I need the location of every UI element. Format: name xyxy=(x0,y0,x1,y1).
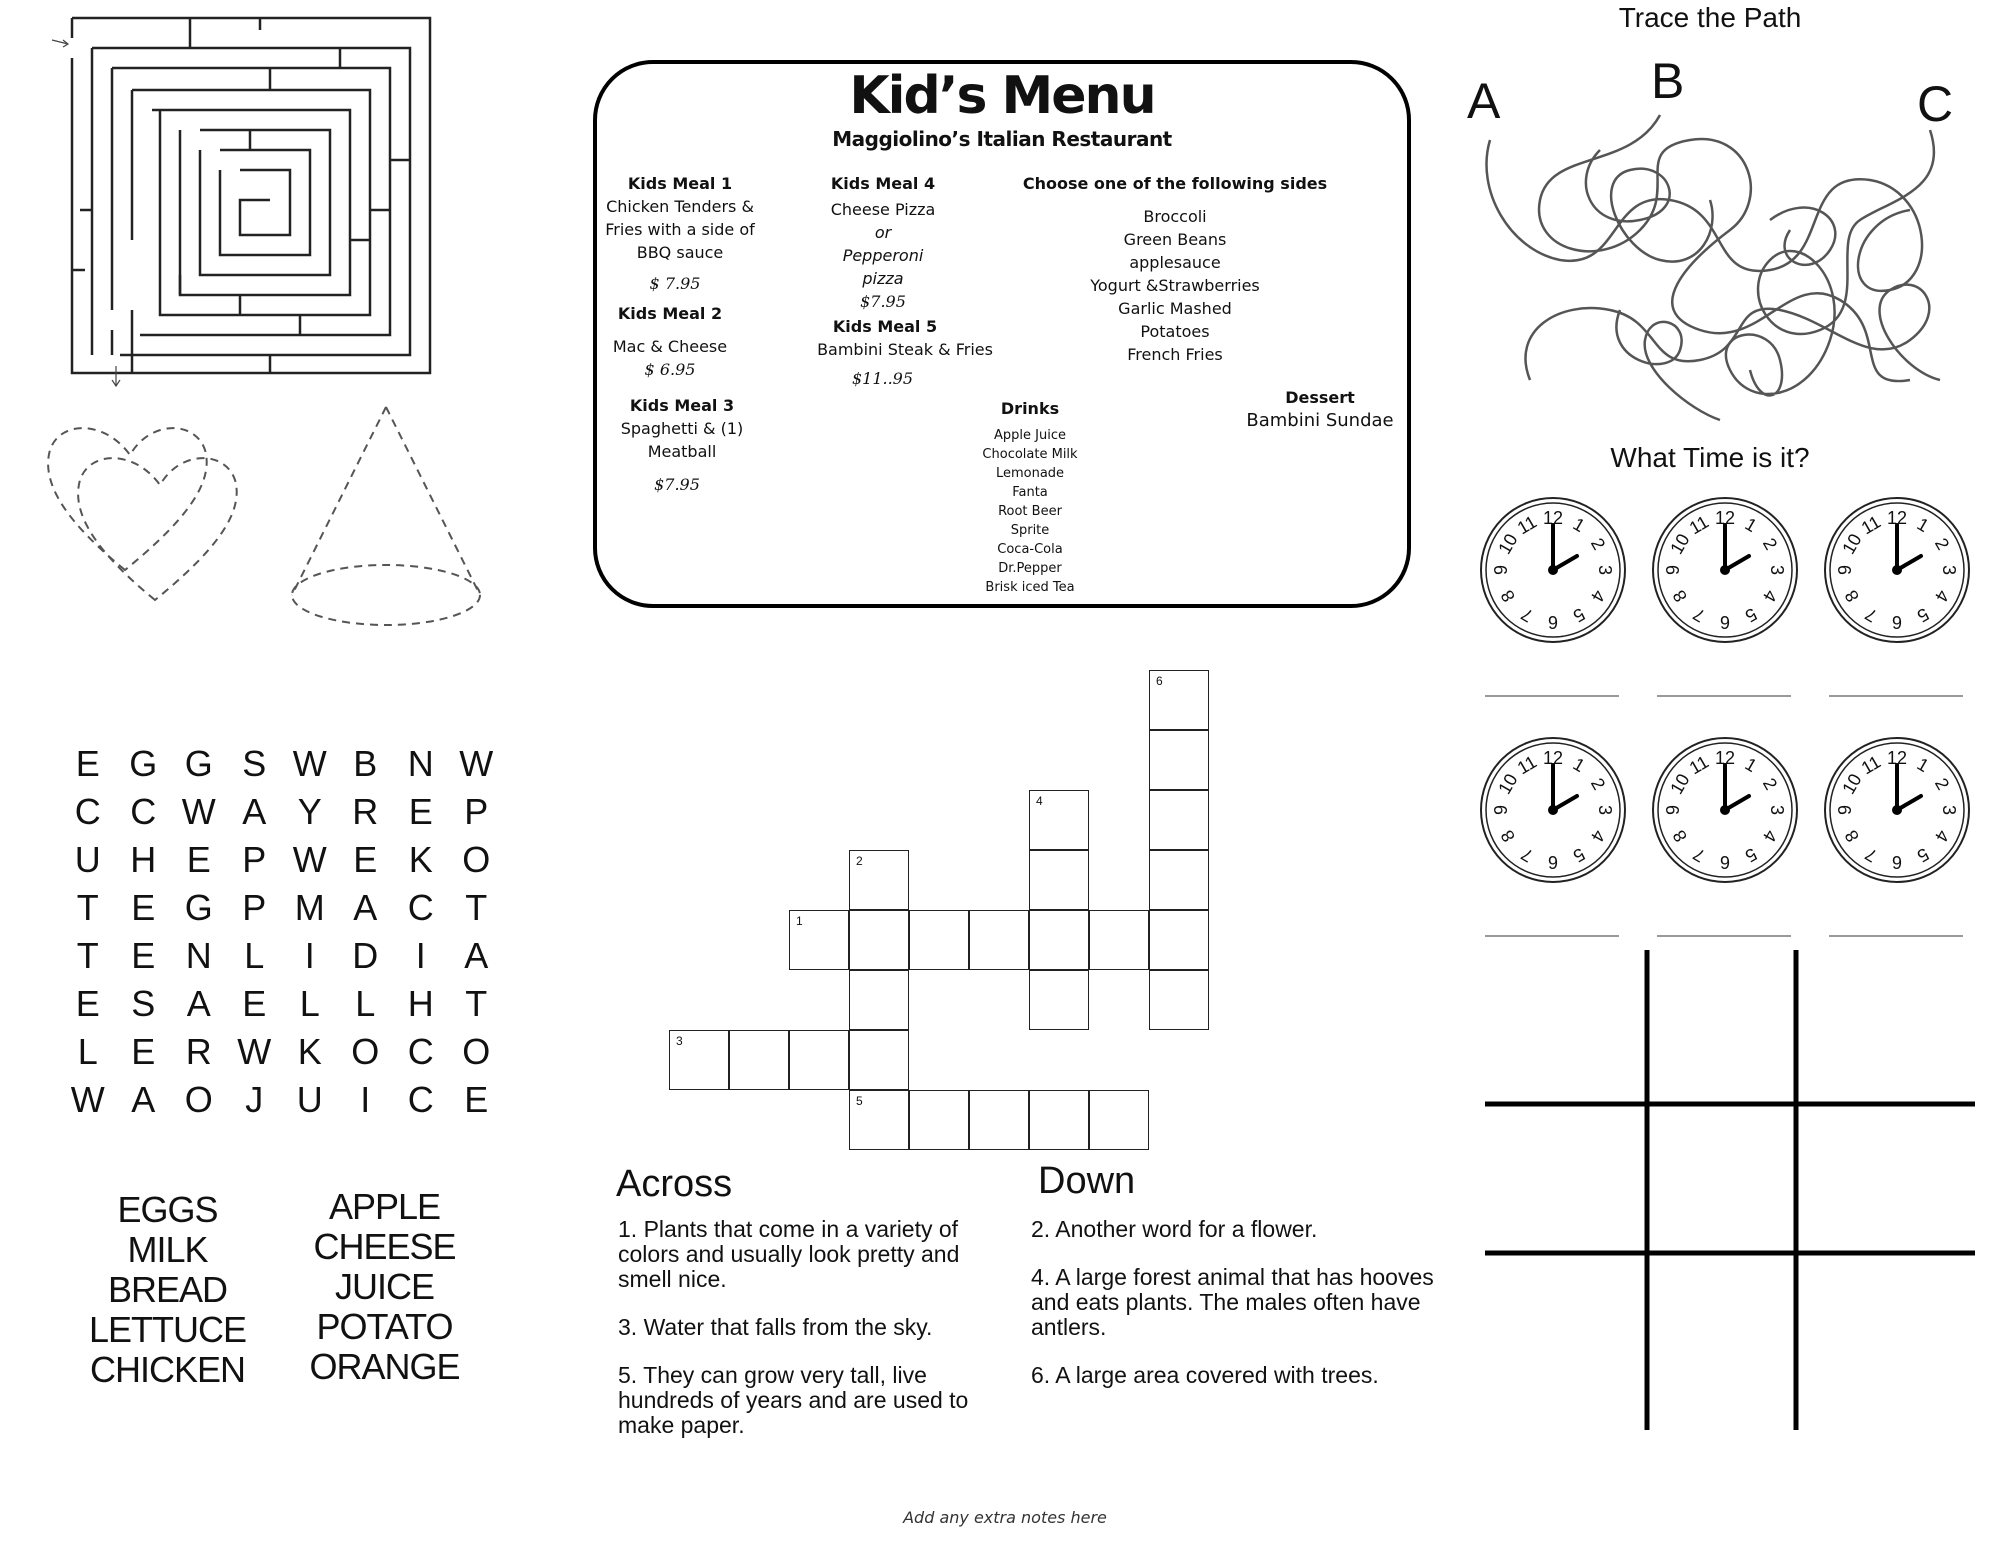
word-search-letter[interactable]: W xyxy=(70,1079,105,1120)
drink-item: Sprite xyxy=(1010,523,1050,538)
clock-face xyxy=(1650,495,1800,645)
drink-item: Coca-Cola xyxy=(997,542,1063,557)
word-search-letter[interactable]: E xyxy=(353,839,378,880)
clock-center xyxy=(1892,565,1902,575)
word-search-letter[interactable]: I xyxy=(304,935,315,976)
clock-numeral: 10 xyxy=(1494,530,1522,558)
sides xyxy=(1010,172,1340,366)
clue-number: 2 xyxy=(856,854,863,868)
clock-numeral: 3 xyxy=(1767,804,1787,816)
clock-numeral: 9 xyxy=(1663,564,1683,576)
clock-numeral: 12 xyxy=(1714,508,1736,528)
crossword-cell[interactable] xyxy=(969,910,1029,970)
crossword-cell[interactable] xyxy=(849,1030,909,1090)
clock-numeral: 12 xyxy=(1714,748,1736,768)
clock-numeral: 8 xyxy=(1840,826,1864,846)
clock-numeral: 3 xyxy=(1767,564,1787,576)
word-search-row xyxy=(60,740,504,788)
crossword-cell[interactable] xyxy=(1149,790,1209,850)
answer-line[interactable] xyxy=(1829,935,1963,937)
word-search-letter[interactable]: O xyxy=(184,1079,213,1120)
word-search-letter[interactable]: W xyxy=(181,791,216,832)
crossword-cell[interactable] xyxy=(1149,910,1209,970)
crossword-cell[interactable] xyxy=(669,1030,729,1090)
word-search-letter[interactable]: S xyxy=(242,743,267,784)
tangled-paths[interactable] xyxy=(1470,110,1960,430)
crossword-cell[interactable] xyxy=(729,1030,789,1090)
word-search-letter[interactable]: W xyxy=(459,743,494,784)
crossword-cell[interactable] xyxy=(909,910,969,970)
word-list-item: POTATO xyxy=(316,1306,453,1347)
crossword-cell[interactable] xyxy=(1029,1090,1089,1150)
clock-numeral: 7 xyxy=(1517,843,1537,867)
clock-numeral: 10 xyxy=(1494,770,1522,798)
answer-line[interactable] xyxy=(1657,935,1791,937)
word-list-item: APPLE xyxy=(328,1186,441,1227)
clock-numeral: 9 xyxy=(1835,804,1855,816)
word-search-letter[interactable]: A xyxy=(186,983,211,1024)
crossword-cell[interactable] xyxy=(789,910,849,970)
word-search-letter[interactable]: A xyxy=(242,791,267,832)
word-search-letter[interactable]: E xyxy=(464,1079,489,1120)
word-search-letter[interactable]: N xyxy=(407,743,434,784)
word-list-item: JUICE xyxy=(334,1266,434,1307)
crossword-cell[interactable] xyxy=(1149,670,1209,730)
side-item: French Fries xyxy=(1127,345,1223,364)
clock-numeral: 10 xyxy=(1838,530,1866,558)
meal-5 xyxy=(805,315,1005,390)
clock-numeral: 11 xyxy=(1685,511,1713,539)
clock-face xyxy=(1822,735,1972,885)
clue-number: 6 xyxy=(1156,674,1163,688)
drink-item: Fanta xyxy=(1012,485,1048,500)
meal-3-name: Kids Meal 3 xyxy=(629,396,735,415)
meal-4 xyxy=(793,172,973,313)
crossword-cell[interactable] xyxy=(849,970,909,1030)
meal-2-desc: Mac & Cheese xyxy=(612,337,728,356)
word-search-letter[interactable]: C xyxy=(407,887,434,928)
meal-4-price: $7.95 xyxy=(860,292,906,311)
clock-numeral: 12 xyxy=(1886,508,1908,528)
clue-number: 4 xyxy=(1036,794,1043,808)
clock-numeral: 8 xyxy=(1668,826,1692,846)
word-search-letter[interactable]: M xyxy=(294,887,325,928)
dessert-heading: Dessert xyxy=(1285,388,1355,407)
down-heading: Down xyxy=(1038,1160,1136,1202)
word-search-letter[interactable]: L xyxy=(299,983,320,1024)
clock-numeral: 3 xyxy=(1939,804,1959,816)
word-search-letter[interactable]: G xyxy=(184,887,213,928)
clock-numeral: 1 xyxy=(1741,753,1761,777)
clock-numeral: 1 xyxy=(1569,753,1589,777)
meal-5-name: Kids Meal 5 xyxy=(832,317,938,336)
clock-numeral: 12 xyxy=(1542,748,1564,768)
word-search-letter[interactable]: E xyxy=(242,983,267,1024)
crossword-cell[interactable] xyxy=(1029,850,1089,910)
word-list-item: CHICKEN xyxy=(89,1349,246,1390)
clue-number: 3 xyxy=(676,1034,683,1048)
clock-numeral: 3 xyxy=(1595,564,1615,576)
meal-1-line: Chicken Tenders & xyxy=(606,197,754,216)
down-clue: 2. Another word for a flower. xyxy=(1031,1216,1318,1242)
across-clue: 1. Plants that come in a variety of colors and usually look pretty and smell nice. xyxy=(618,1216,960,1292)
crossword-cell[interactable] xyxy=(789,1030,849,1090)
clock-numeral: 7 xyxy=(1689,603,1709,627)
word-search-row xyxy=(60,1028,504,1076)
word-search-letter[interactable]: U xyxy=(74,839,101,880)
word-search-letter[interactable]: E xyxy=(186,839,211,880)
clock-numeral: 7 xyxy=(1861,843,1881,867)
drink-item: Root Beer xyxy=(998,504,1062,519)
word-search-letter[interactable]: I xyxy=(415,935,426,976)
clock-face xyxy=(1650,735,1800,885)
across-clue: 3. Water that falls from the sky. xyxy=(618,1314,933,1340)
word-search-letter[interactable]: J xyxy=(245,1079,264,1120)
crossword-cell[interactable] xyxy=(969,1090,1029,1150)
word-search-row xyxy=(60,980,504,1028)
side-item: Potatoes xyxy=(1140,322,1210,341)
word-search-letter[interactable]: L xyxy=(355,983,376,1024)
clock-numeral: 3 xyxy=(1595,804,1615,816)
word-search-letter[interactable]: E xyxy=(131,1031,156,1072)
word-search-letter[interactable]: P xyxy=(464,791,489,832)
word-search-letter[interactable]: D xyxy=(352,935,379,976)
clock-numeral: 6 xyxy=(1719,612,1731,632)
side-item: Green Beans xyxy=(1123,230,1227,249)
drink-item: Dr.Pepper xyxy=(998,561,1062,576)
word-search-letter[interactable]: E xyxy=(131,935,156,976)
word-search-letter[interactable]: R xyxy=(352,791,379,832)
word-search-letter[interactable]: C xyxy=(130,791,157,832)
clock-numeral: 4 xyxy=(1758,826,1782,846)
clock-numeral: 6 xyxy=(1891,852,1903,872)
answer-line[interactable] xyxy=(1485,695,1619,697)
clock-numeral: 10 xyxy=(1666,770,1694,798)
meal-4-name: Kids Meal 4 xyxy=(830,174,936,193)
clue-number: 1 xyxy=(796,914,803,928)
drink-item: Lemonade xyxy=(995,466,1065,481)
word-search-letter[interactable]: K xyxy=(408,839,433,880)
meal-2-price: $ 6.95 xyxy=(644,360,696,379)
drink-item: Chocolate Milk xyxy=(982,447,1078,462)
clock-numeral: 6 xyxy=(1547,852,1559,872)
meal-3-line: Spaghetti & (1) xyxy=(620,419,744,438)
crossword-cell[interactable] xyxy=(849,850,909,910)
word-search-letter[interactable]: H xyxy=(407,983,434,1024)
clock-numeral: 7 xyxy=(1861,603,1881,627)
clock-numeral: 5 xyxy=(1569,843,1589,867)
clock-numeral: 9 xyxy=(1663,804,1683,816)
clock-numeral: 5 xyxy=(1913,603,1933,627)
dessert-item: Bambini Sundae xyxy=(1246,410,1394,431)
clock-center xyxy=(1892,805,1902,815)
sides-heading: Choose one of the following sides xyxy=(1022,174,1328,193)
word-list-left xyxy=(70,1190,265,1390)
word-search-letter[interactable]: E xyxy=(75,743,100,784)
meal-3 xyxy=(592,394,772,496)
across-heading: Across xyxy=(616,1163,733,1205)
side-item: Broccoli xyxy=(1143,207,1207,226)
crossword-cell[interactable] xyxy=(1089,910,1149,970)
word-search-row xyxy=(60,1076,504,1124)
clock-numeral: 5 xyxy=(1569,603,1589,627)
clock-numeral: 4 xyxy=(1758,586,1782,606)
menu-title: Kid’s Menu xyxy=(849,66,1155,126)
meal-3-price: $7.95 xyxy=(654,475,700,494)
clock-numeral: 1 xyxy=(1913,513,1933,537)
drink-item: Brisk iced Tea xyxy=(985,580,1075,595)
meal-1-line: Fries with a side of xyxy=(605,220,755,239)
clock-numeral: 5 xyxy=(1741,603,1761,627)
dessert xyxy=(1235,386,1405,432)
word-search-letter[interactable]: T xyxy=(76,935,99,976)
word-search-letter[interactable]: U xyxy=(296,1079,323,1120)
word-search-letter[interactable]: O xyxy=(462,1031,491,1072)
clock-numeral: 4 xyxy=(1930,586,1954,606)
clocks-title: What Time is it? xyxy=(1610,442,1810,473)
tic-tac-toe-board[interactable] xyxy=(1480,945,1980,1435)
clock-numeral: 2 xyxy=(1586,534,1610,554)
crossword-cell[interactable] xyxy=(1149,970,1209,1030)
clock-numeral: 12 xyxy=(1542,508,1564,528)
word-search-row xyxy=(60,836,504,884)
word-search-letter[interactable]: T xyxy=(465,983,488,1024)
word-search-row xyxy=(60,932,504,980)
meal-1-price: $ 7.95 xyxy=(649,274,701,293)
word-search-letter[interactable]: E xyxy=(408,791,433,832)
word-search-letter[interactable]: A xyxy=(464,935,489,976)
clock-face xyxy=(1478,495,1628,645)
crossword-cell[interactable] xyxy=(1149,850,1209,910)
clock-numeral: 4 xyxy=(1586,586,1610,606)
meal-5-desc: Bambini Steak & Fries xyxy=(817,340,993,359)
side-item: Yogurt &Strawberries xyxy=(1090,276,1260,295)
across-clue: 5. They can grow very tall, live hundreds of years and are used to make paper. xyxy=(618,1362,969,1438)
clock-numeral: 2 xyxy=(1758,774,1782,794)
clock-numeral: 11 xyxy=(1685,751,1713,779)
word-search-letter[interactable]: E xyxy=(75,983,100,1024)
word-search-letter[interactable]: B xyxy=(353,743,378,784)
clue-number: 5 xyxy=(856,1094,863,1108)
word-search-letter[interactable]: T xyxy=(76,887,99,928)
drinks xyxy=(950,397,1110,597)
side-item: Garlic Mashed xyxy=(1118,299,1232,318)
word-list-item: ORANGE xyxy=(309,1346,460,1387)
meal-3-line: Meatball xyxy=(647,442,717,461)
clock-numeral: 5 xyxy=(1913,843,1933,867)
word-list-item: LETTUCE xyxy=(88,1309,247,1350)
drink-item: Apple Juice xyxy=(994,428,1066,443)
trace-label-c: C xyxy=(1917,76,1954,132)
crossword-cell[interactable] xyxy=(1089,1090,1149,1150)
word-search-grid[interactable] xyxy=(60,740,504,1124)
clock-numeral: 4 xyxy=(1930,826,1954,846)
word-search-letter[interactable]: W xyxy=(237,1031,272,1072)
clock-numeral: 7 xyxy=(1689,843,1709,867)
word-search-letter[interactable]: P xyxy=(242,887,267,928)
dashed-heart-cone[interactable] xyxy=(30,395,500,635)
word-search-letter[interactable]: P xyxy=(242,839,267,880)
clock-numeral: 1 xyxy=(1741,513,1761,537)
word-search-letter[interactable]: E xyxy=(131,887,156,928)
clock-center xyxy=(1720,565,1730,575)
clock-numeral: 7 xyxy=(1517,603,1537,627)
word-search-letter[interactable]: L xyxy=(77,1031,98,1072)
word-search-letter[interactable]: R xyxy=(185,1031,212,1072)
maze[interactable] xyxy=(40,10,440,390)
word-search-letter[interactable]: C xyxy=(74,791,101,832)
clock-numeral: 11 xyxy=(1857,751,1885,779)
word-search-letter[interactable]: G xyxy=(129,743,158,784)
word-search-letter[interactable]: N xyxy=(185,935,212,976)
clock-numeral: 9 xyxy=(1835,564,1855,576)
meal-1-line: BBQ sauce xyxy=(636,243,724,262)
meal-1 xyxy=(590,172,770,295)
clock-numeral: 9 xyxy=(1491,564,1511,576)
word-search-letter[interactable]: S xyxy=(131,983,156,1024)
word-search-letter[interactable]: W xyxy=(292,839,327,880)
word-search-letter[interactable]: T xyxy=(465,887,488,928)
meal-2 xyxy=(580,302,760,381)
clock-numeral: 8 xyxy=(1496,826,1520,846)
clock-face xyxy=(1822,495,1972,645)
across-clues xyxy=(618,1217,988,1461)
word-list-item: CHEESE xyxy=(313,1226,456,1267)
word-search-letter[interactable]: H xyxy=(130,839,157,880)
clock-numeral: 11 xyxy=(1857,511,1885,539)
clock-numeral: 9 xyxy=(1491,804,1511,816)
clock-numeral: 6 xyxy=(1547,612,1559,632)
clock-numeral: 1 xyxy=(1569,513,1589,537)
word-search-letter[interactable]: W xyxy=(292,743,327,784)
meal-1-name: Kids Meal 1 xyxy=(627,174,733,193)
crossword-cell[interactable] xyxy=(849,1090,909,1150)
clock-numeral: 1 xyxy=(1913,753,1933,777)
clock-numeral: 10 xyxy=(1838,770,1866,798)
word-search-letter[interactable]: K xyxy=(297,1031,322,1072)
down-clues xyxy=(1031,1217,1461,1411)
clock-numeral: 2 xyxy=(1758,534,1782,554)
answer-line[interactable] xyxy=(1657,695,1791,697)
clock-numeral: 8 xyxy=(1668,586,1692,606)
clock-numeral: 2 xyxy=(1930,774,1954,794)
clock-numeral: 3 xyxy=(1939,564,1959,576)
clock-center xyxy=(1548,805,1558,815)
drinks-heading: Drinks xyxy=(1000,399,1060,418)
word-search-letter[interactable]: Y xyxy=(297,791,322,832)
down-clue: 6. A large area covered with trees. xyxy=(1031,1362,1379,1388)
clock-numeral: 8 xyxy=(1496,586,1520,606)
clock-numeral: 6 xyxy=(1891,612,1903,632)
word-search-row xyxy=(60,884,504,932)
answer-line[interactable] xyxy=(1485,935,1619,937)
meal-2-name: Kids Meal 2 xyxy=(617,304,723,323)
word-search-letter[interactable]: G xyxy=(184,743,213,784)
word-list-right xyxy=(287,1187,482,1387)
clock-numeral: 12 xyxy=(1886,748,1908,768)
clock-face xyxy=(1478,735,1628,885)
crossword-cell[interactable] xyxy=(1029,910,1089,970)
crossword-cell[interactable] xyxy=(1029,790,1089,850)
crossword-cell[interactable] xyxy=(849,910,909,970)
clock-center xyxy=(1720,805,1730,815)
menu-subtitle: Maggiolino’s Italian Restaurant xyxy=(832,127,1172,151)
crossword-cell[interactable] xyxy=(1149,730,1209,790)
clock-numeral: 10 xyxy=(1666,530,1694,558)
answer-line[interactable] xyxy=(1829,695,1963,697)
word-search-letter[interactable]: I xyxy=(360,1079,371,1120)
trace-label-a: A xyxy=(1467,73,1501,129)
word-list-item: EGGS xyxy=(117,1189,218,1230)
crossword-cell[interactable] xyxy=(909,1090,969,1150)
clock-numeral: 2 xyxy=(1586,774,1610,794)
clock-numeral: 4 xyxy=(1586,826,1610,846)
crossword-cell[interactable] xyxy=(1029,970,1089,1030)
meal-4-or: or xyxy=(874,223,892,242)
trace-label-b: B xyxy=(1651,53,1685,109)
word-search-letter[interactable]: C xyxy=(407,1079,434,1120)
word-search-letter[interactable]: C xyxy=(407,1031,434,1072)
word-search-letter[interactable]: A xyxy=(353,887,378,928)
clock-numeral: 6 xyxy=(1719,852,1731,872)
meal-4-line2: Pepperoni xyxy=(842,246,924,265)
word-search-letter[interactable]: O xyxy=(462,839,491,880)
word-search-letter[interactable]: A xyxy=(131,1079,156,1120)
word-search-letter[interactable]: O xyxy=(351,1031,380,1072)
footer-notes: Add any extra notes here xyxy=(903,1508,1107,1527)
word-search-row xyxy=(60,788,504,836)
clock-center xyxy=(1548,565,1558,575)
clock-numeral: 11 xyxy=(1513,751,1541,779)
clock-numeral: 11 xyxy=(1513,511,1541,539)
word-search-letter[interactable]: L xyxy=(244,935,265,976)
clock-numeral: 2 xyxy=(1930,534,1954,554)
word-list-item: MILK xyxy=(127,1229,208,1270)
meal-4-line3: pizza xyxy=(862,269,904,288)
down-clue: 4. A large forest animal that has hooves and eats plants. The males often have antlers. xyxy=(1031,1264,1434,1340)
meal-4-line1: Cheese Pizza xyxy=(830,200,936,219)
side-item: applesauce xyxy=(1129,253,1221,272)
trace-title: Trace the Path xyxy=(1618,2,1802,33)
meal-5-price: $11..95 xyxy=(851,369,914,388)
word-list-item: BREAD xyxy=(107,1269,228,1310)
clock-numeral: 8 xyxy=(1840,586,1864,606)
clock-numeral: 5 xyxy=(1741,843,1761,867)
